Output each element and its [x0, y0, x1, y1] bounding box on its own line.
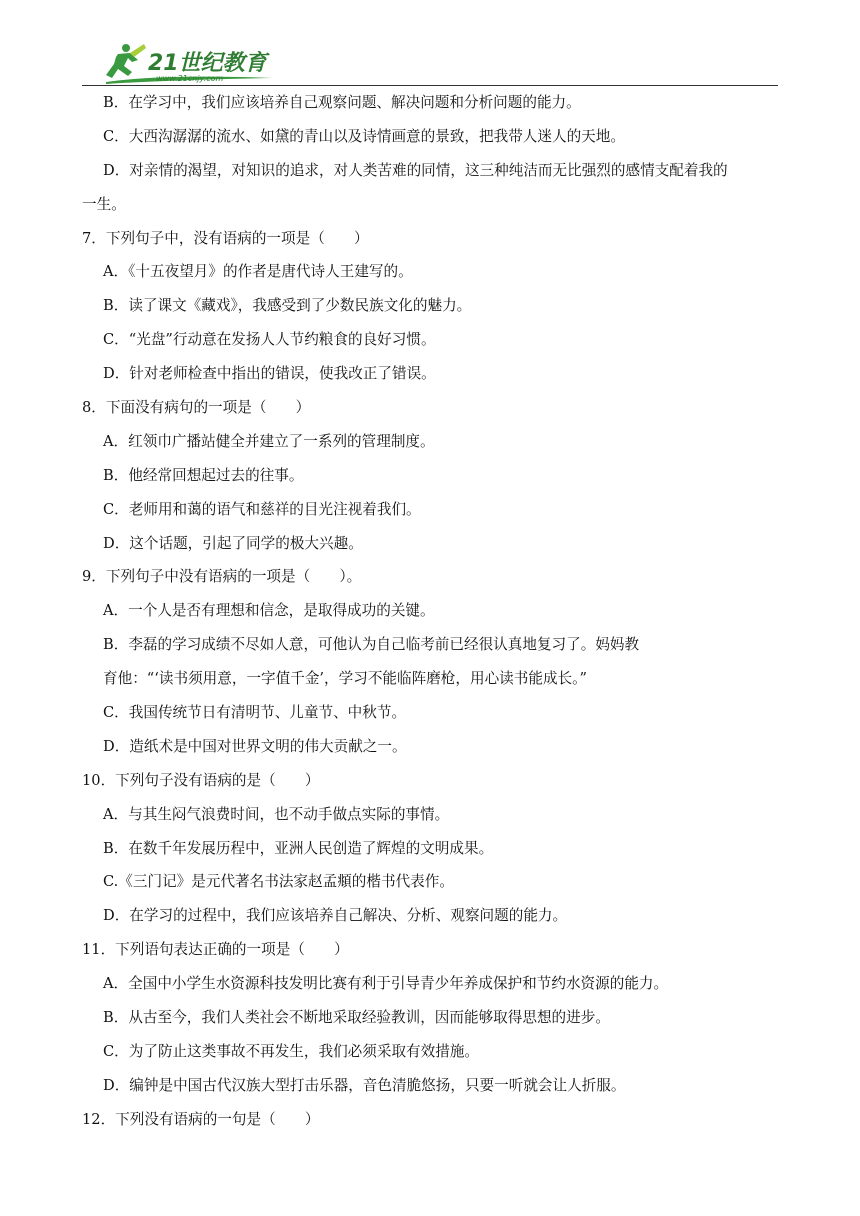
logo-url: www.21cnjy.com: [156, 74, 224, 83]
question-stem: 8．下面没有病句的一项是（ ）: [82, 399, 311, 417]
question-stem: 11．下列语句表达正确的一项是（ ）: [82, 941, 349, 959]
answer-option: A．一个人是否有理想和信念，是取得成功的关键。: [103, 602, 435, 620]
question-stem: 12．下列没有语病的一句是（ ）: [82, 1110, 320, 1128]
answer-option: C.《三门记》是元代著名书法家赵孟頫的楷书代表作。: [103, 873, 454, 891]
answer-option: B．读了课文《藏戏》，我感受到了少数民族文化的魅力。: [103, 297, 472, 315]
answer-option: A．红领巾广播站健全并建立了一系列的管理制度。: [103, 432, 435, 450]
answer-option: C．老师用和蔼的语气和慈祥的目光注视着我们。: [103, 500, 421, 518]
answer-option: D．编钟是中国古代汉族大型打击乐器，音色清脆悠扬，只要一听就会让人折服。: [103, 1076, 626, 1094]
answer-option: A．与其生闷气浪费时间，也不动手做点实际的事情。: [103, 805, 450, 823]
answer-option: B．在学习中，我们应该培养自己观察问题、解决问题和分析问题的能力。: [103, 94, 581, 111]
answer-option: D．在学习的过程中，我们应该培养自己解决、分析、观察问题的能力。: [103, 907, 568, 925]
document-body: [82, 86, 782, 1137]
site-logo: [104, 40, 274, 86]
answer-option: C．我国传统节日有清明节、儿童节、中秋节。: [103, 704, 407, 722]
text-continuation: 一生。: [82, 195, 126, 213]
answer-option: B．李磊的学习成绩不尽如人意，可他认为自己临考前已经很认真地复习了。妈妈教: [103, 636, 640, 654]
answer-option: A．《十五夜望月》的作者是唐代诗人王建写的。: [103, 263, 413, 281]
answer-option: C．“光盘”行动意在发扬人人节约粮食的良好习惯。: [103, 331, 436, 349]
question-stem: 10．下列句子没有语病的是（ ）: [82, 771, 320, 789]
text-continuation: 育他：“‘读书须用意，一字值千金’，学习不能临阵磨枪，用心读书能成长。”: [103, 670, 587, 688]
question-stem: 9．下列句子中没有语病的一项是（ ）。: [82, 568, 362, 586]
answer-option: D．造纸术是中国对世界文明的伟大贡献之一。: [103, 737, 407, 755]
question-stem: 7．下列句子中，没有语病的一项是（ ）: [82, 229, 369, 247]
answer-option: D．这个话题，引起了同学的极大兴趣。: [103, 534, 363, 552]
answer-option: D．对亲情的渴望，对知识的追求，对人类苦难的同情，这三种纯洁而无比强烈的感情支配着我的: [103, 161, 728, 179]
answer-option: C．为了防止这类事故不再发生，我们必须采取有效措施。: [103, 1042, 480, 1060]
answer-option: D．针对老师检查中指出的错误，使我改正了错误。: [103, 365, 436, 383]
answer-option: A．全国中小学生水资源科技发明比赛有利于引导青少年养成保护和节约水资源的能力。: [103, 975, 669, 993]
answer-option: B．他经常回想起过去的往事。: [103, 466, 304, 484]
answer-option: C．大西沟潺潺的流水、如黛的青山以及诗情画意的景致，把我带人迷人的天地。: [103, 127, 625, 145]
answer-option: B．从古至今，我们人类社会不断地采取经验教训，因而能够取得思想的进步。: [103, 1009, 610, 1027]
answer-option: B．在数千年发展历程中，亚洲人民创造了辉煌的文明成果。: [103, 839, 494, 857]
logo-text: 21世纪教育: [148, 51, 267, 76]
